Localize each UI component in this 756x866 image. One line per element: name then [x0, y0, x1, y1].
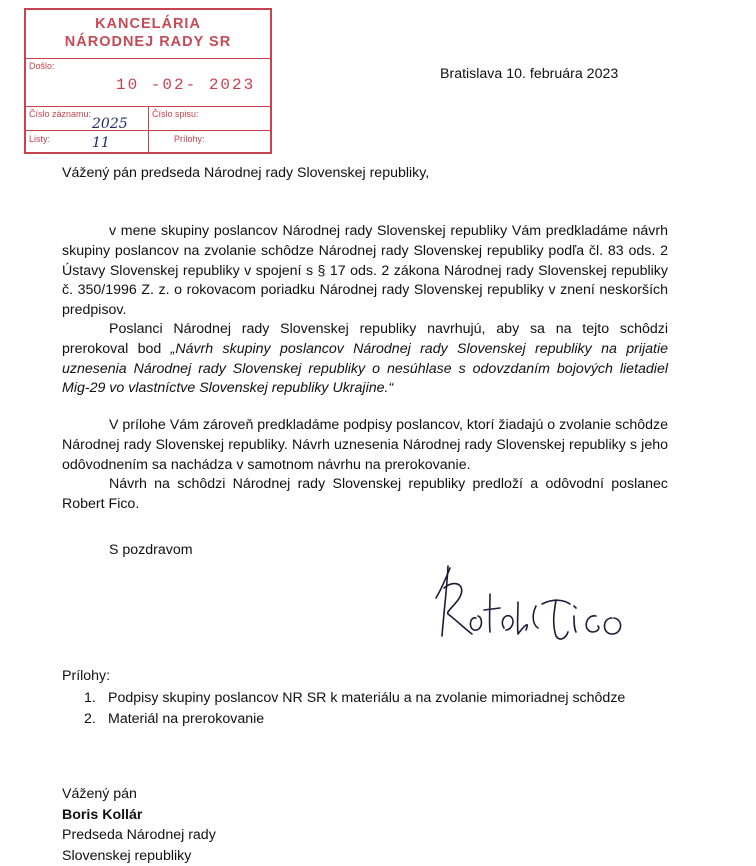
- stamp-office-line2: NÁRODNEJ RADY SR: [26, 34, 270, 50]
- stamp-sheets-label: Listy:: [29, 134, 50, 144]
- place-and-date: Bratislava 10. februára 2023: [440, 66, 618, 82]
- attachment-item: [62, 709, 625, 730]
- agenda-lead-text: Poslanci Národnej rady Slovenskej republiky navrhujú, aby sa na tejto schôdzi prerokoval bod: [62, 321, 668, 357]
- stamp-received-date: 10 -02- 2023: [116, 76, 255, 94]
- addressee-name: Boris Kollár: [62, 805, 216, 826]
- addressee-greeting: Vážený pán: [62, 784, 216, 805]
- stamp-sheets-value: 11: [92, 135, 110, 151]
- attachment-item: [62, 688, 625, 709]
- registry-stamp: [24, 8, 272, 154]
- attachment-number: 2.: [84, 709, 96, 730]
- attachments-list: [62, 688, 625, 730]
- stamp-record-label: Číslo záznamu:: [29, 109, 91, 119]
- attachment-text: Materiál na prerokovanie: [108, 711, 264, 727]
- paragraph-request: v mene skupiny poslancov Národnej rady Slovenskej republiky Vám predkladáme návrh skupiny poslancov na zvolanie schôdze Národnej rady Slovenskej republiky podľa čl. 83 ods. 2 Ústavy Slovenskej republiky v spojení s § 17 ods. 2 zákona Národnej rady Slovenskej republiky č. 350/1996 Z. z. o rokovacom poriadku Národnej rady Slovenskej republiky v znení neskorších predpisov.: [62, 222, 668, 321]
- attachments-heading: Prílohy:: [62, 668, 110, 684]
- paragraph-agenda: [62, 320, 668, 399]
- stamp-office-line1: KANCELÁRIA: [26, 16, 270, 32]
- stamp-attachments-label: Prílohy:: [174, 134, 205, 144]
- stamp-record-value: 2025: [92, 116, 128, 132]
- stamp-file-label: Číslo spisu:: [152, 109, 199, 119]
- stamp-divider: [26, 58, 270, 59]
- handwritten-signature: [420, 558, 650, 648]
- agenda-item-title: „Návrh skupiny poslancov Národnej rady Slovenskej republiky na prijatie uznesenia Národnej rady Slovenskej republiky o nesúhlase s odovzdaním bojových lietadiel Mig-29 vo vlastníctve Slovenskej republiky Ukrajine.“: [62, 341, 668, 397]
- paragraph-presenter: Návrh na schôdzi Národnej rady Slovenskej republiky predloží a odôvodní poslanec Robert Fico.: [62, 475, 668, 515]
- closing-greeting: S pozdravom: [109, 542, 193, 558]
- attachment-text: Podpisy skupiny poslancov NR SR k materiálu a na zvolanie mimoriadnej schôdze: [108, 690, 625, 706]
- stamp-received-label: Došlo:: [29, 61, 55, 71]
- attachment-number: 1.: [84, 688, 96, 709]
- addressee-institution: Slovenskej republiky: [62, 846, 216, 866]
- addressee-block: [62, 784, 216, 866]
- salutation: Vážený pán predseda Národnej rady Slovenskej republiky,: [62, 165, 429, 181]
- addressee-title: Predseda Národnej rady: [62, 825, 216, 846]
- paragraph-attachments-note: V prílohe Vám zároveň predkladáme podpisy poslancov, ktorí žiadajú o zvolanie schôdze Národnej rady Slovenskej republiky. Návrh uznesenia Národnej rady Slovenskej republiky s jeho odôvodnením sa nachádza v samotnom návrhu na prerokovanie.: [62, 416, 668, 475]
- stamp-divider: [26, 130, 270, 131]
